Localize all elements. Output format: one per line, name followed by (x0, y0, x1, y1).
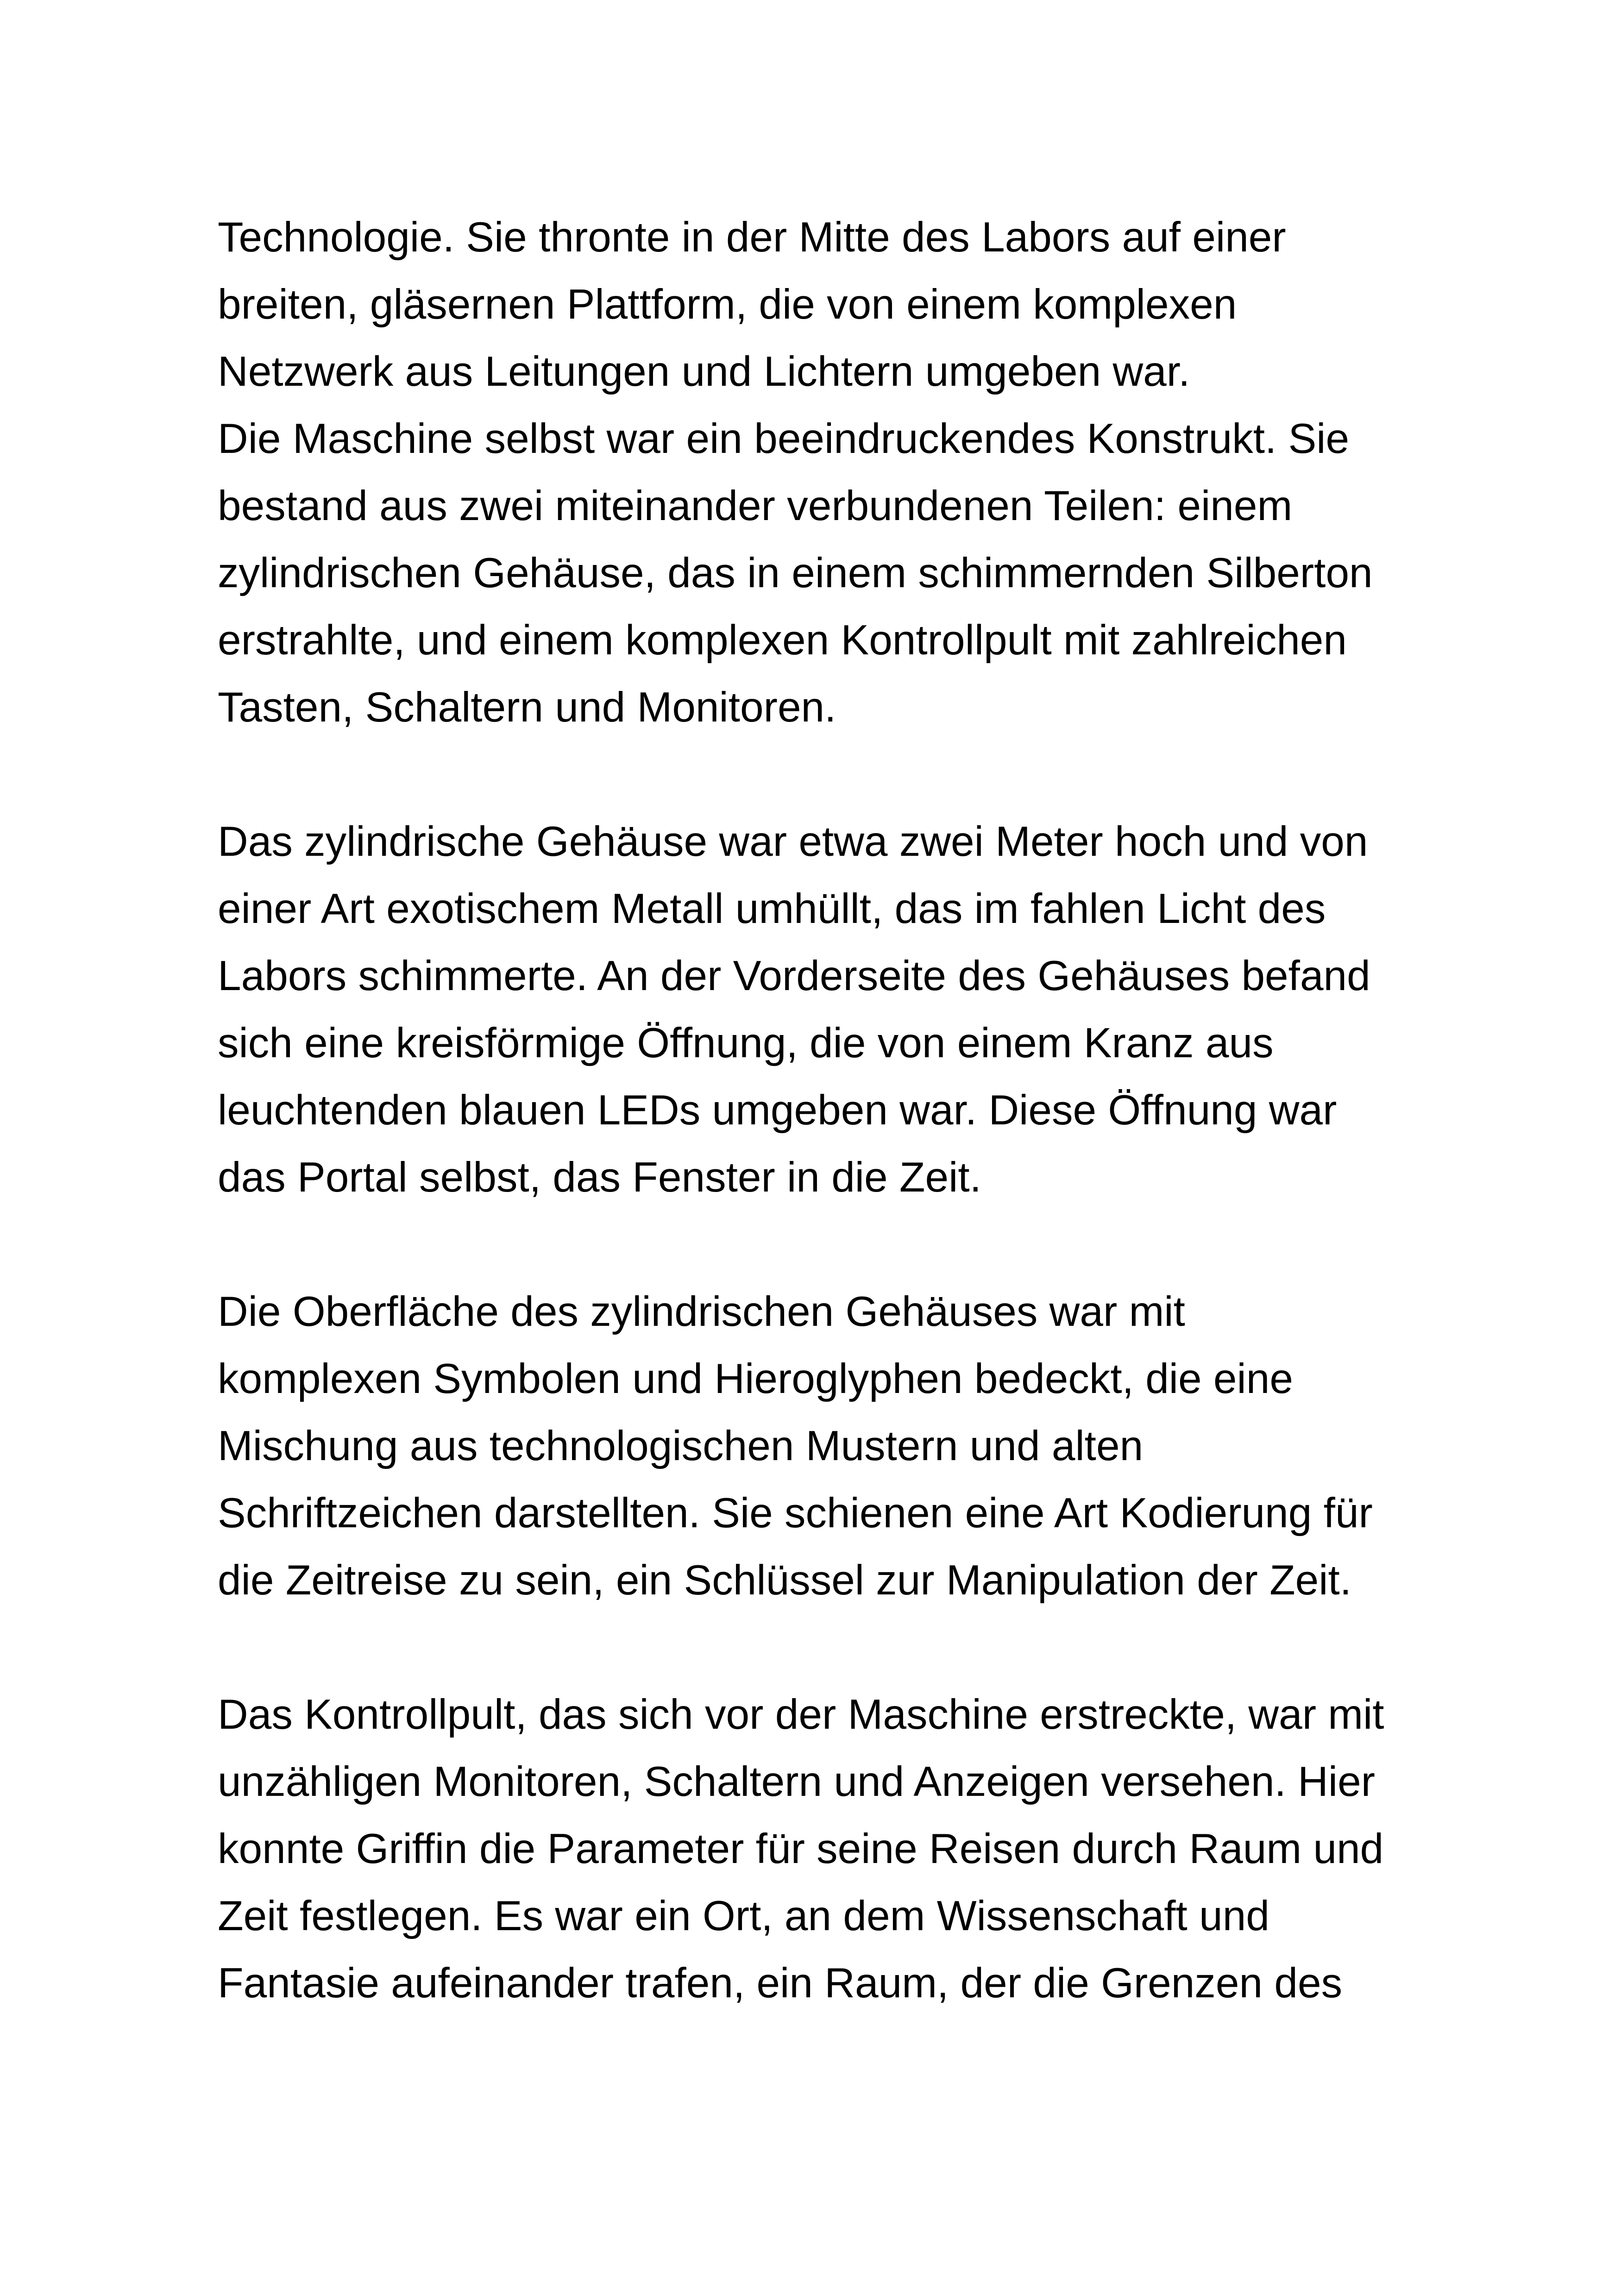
text-line: bestand aus zwei miteinander verbundenen Teilen: einem (218, 483, 1293, 529)
text-line: Technologie. Sie thronte in der Mitte des Labors auf einer (218, 214, 1286, 261)
text-line: zylindrischen Gehäuse, das in einem schimmernden Silberton (218, 550, 1373, 596)
text-line: die Zeitreise zu sein, ein Schlüssel zur Manipulation der Zeit. (218, 1557, 1352, 1604)
text-line: Netzwerk aus Leitungen und Lichtern umgeben war. (218, 348, 1190, 395)
text-line: Das zylindrische Gehäuse war etwa zwei Meter hoch und von (218, 818, 1368, 865)
text-line: Schriftzeichen darstellten. Sie schienen eine Art Kodierung für (218, 1490, 1373, 1537)
text-line: das Portal selbst, das Fenster in die Zeit. (218, 1154, 981, 1201)
text-line: Fantasie aufeinander trafen, ein Raum, der die Grenzen des (218, 1960, 1343, 2007)
text-line: einer Art exotischem Metall umhüllt, das im fahlen Licht des (218, 885, 1326, 932)
text-line: Zeit festlegen. Es war ein Ort, an dem Wissenschaft und (218, 1893, 1269, 1939)
text-line: Tasten, Schaltern und Monitoren. (218, 684, 836, 731)
text-line: Die Maschine selbst war ein beeindruckendes Konstrukt. Sie (218, 415, 1350, 462)
text-line: Das Kontrollpult, das sich vor der Maschine erstreckte, war mit (218, 1691, 1384, 1738)
paragraph-gap (218, 1211, 1431, 1278)
paragraph-gap (218, 1614, 1431, 1681)
text-line: Mischung aus technologischen Mustern und alten (218, 1423, 1143, 1469)
text-line: Die Oberfläche des zylindrischen Gehäuses war mit (218, 1288, 1185, 1335)
paragraph-gap (218, 741, 1431, 808)
text-line: leuchtenden blauen LEDs umgeben war. Diese Öffnung war (218, 1087, 1337, 1134)
text-line: sich eine kreisförmige Öffnung, die von einem Kranz aus (218, 1020, 1274, 1066)
text-line: breiten, gläsernen Plattform, die von einem komplexen (218, 281, 1237, 328)
text-line: Labors schimmerte. An der Vorderseite des Gehäuses befand (218, 953, 1370, 999)
text-line: konnte Griffin die Parameter für seine Reisen durch Raum und (218, 1826, 1384, 1872)
body-text (218, 204, 1431, 2017)
text-line: komplexen Symbolen und Hieroglyphen bedeckt, die eine (218, 1355, 1293, 1402)
text-line: erstrahlte, und einem komplexen Kontrollpult mit zahlreichen (218, 617, 1347, 664)
text-line: unzähligen Monitoren, Schaltern und Anzeigen versehen. Hier (218, 1758, 1376, 1805)
